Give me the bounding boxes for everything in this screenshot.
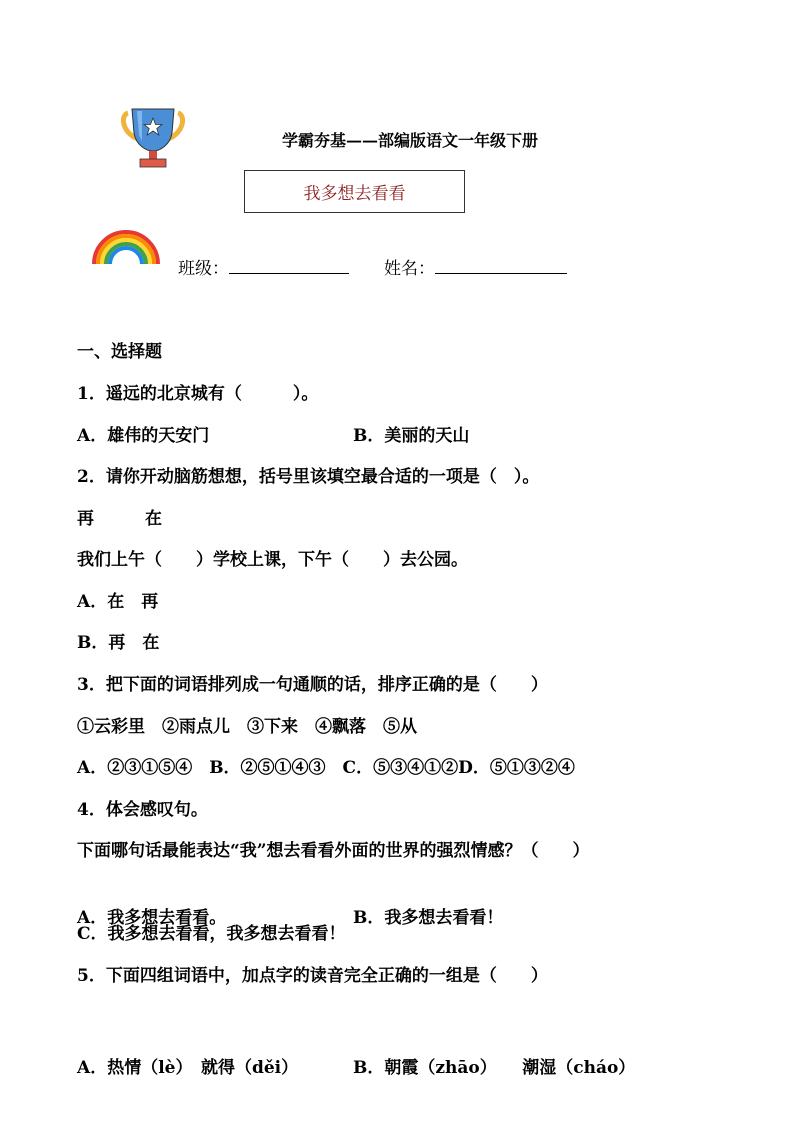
- class-field: [178, 254, 349, 279]
- option: B．朝霞（zhāo） 潮湿（cháo）: [353, 1058, 636, 1078]
- class-blank[interactable]: [229, 257, 349, 274]
- name-field: [384, 254, 567, 279]
- section-title: 一、选择题: [77, 342, 162, 362]
- rainbow-icon: [90, 226, 162, 270]
- question-2-stem: 2．请你开动脑筋想想，括号里该填空最合适的一项是（ ）。: [77, 467, 540, 487]
- question-3-options: A．②③①⑤④ B．②⑤①④③ C．⑤③④①②D．⑤①③②④: [77, 758, 575, 778]
- question-2-sentence: 我们上午（ ）学校上课，下午（ ）去公园。: [77, 550, 468, 570]
- option: A．雄伟的天安门: [77, 426, 210, 446]
- class-label: 班级：: [178, 259, 229, 279]
- option: C．我多想去看看，我多想去看看！: [77, 924, 346, 944]
- name-blank[interactable]: [435, 257, 567, 274]
- lesson-title: 我多想去看看: [303, 184, 406, 204]
- question-4-sub: 下面哪句话最能表达“我”想去看看外面的世界的强烈情感？（ ）: [77, 841, 590, 861]
- question-1-options: [77, 421, 757, 446]
- trophy-icon: [120, 105, 186, 173]
- lesson-title-box: [244, 170, 465, 213]
- name-label: 姓名：: [384, 259, 435, 279]
- option: A．热情（lè） 就得（děi）: [77, 1058, 299, 1078]
- question-5-options: [77, 1053, 757, 1078]
- question-3-stem: 3．把下面的词语排列成一句通顺的话，排序正确的是（ ）: [77, 675, 548, 695]
- option: A．我多想去看看。: [77, 908, 227, 928]
- option: B．再 在: [77, 633, 160, 653]
- question-2-words: 再 在: [77, 509, 162, 529]
- option: B．美丽的天山: [353, 426, 470, 446]
- question-4-stem: 4．体会感叹句。: [77, 800, 208, 820]
- option: A．在 再: [77, 592, 159, 612]
- series-title: 学霸夯基——部编版语文一年级下册: [282, 131, 539, 150]
- question-3-words: ①云彩里 ②雨点儿 ③下来 ④飘落 ⑤从: [77, 717, 417, 737]
- question-5-stem: 5．下面四组词语中，加点字的读音完全正确的一组是（ ）: [77, 966, 548, 986]
- option: B．我多想去看看！: [353, 908, 504, 928]
- question-1-stem: 1．遥远的北京城有（ ）。: [77, 384, 319, 404]
